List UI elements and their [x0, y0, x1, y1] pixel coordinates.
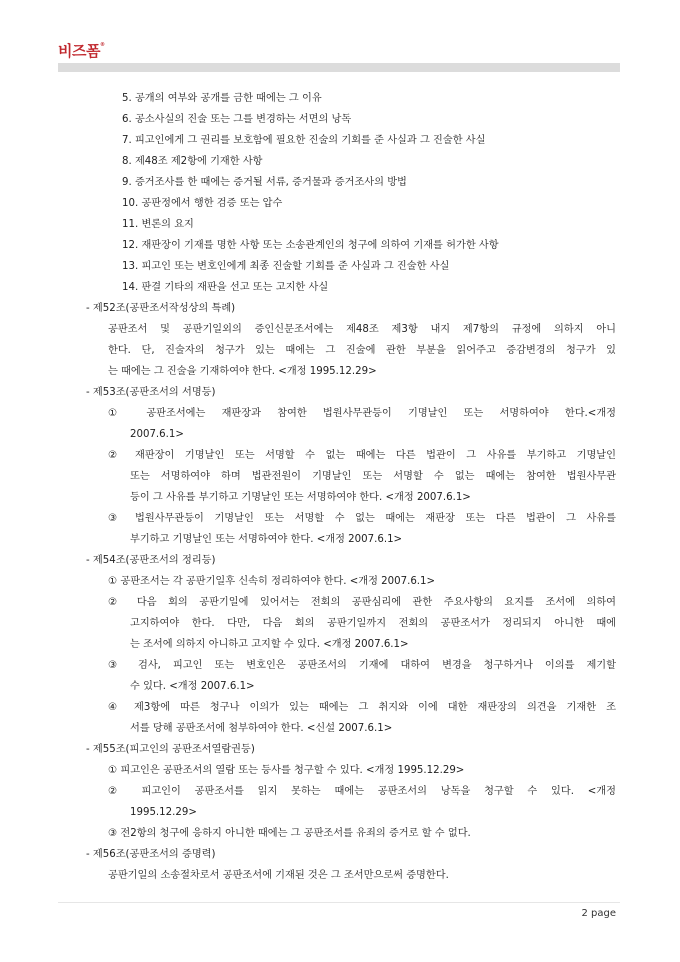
footer-divider	[58, 902, 620, 903]
article-55-paragraph-1: ① 피고인은 공판조서의 열람 또는 등사를 청구할 수 있다. <개정 1995.12.29>	[108, 765, 465, 776]
list-item: 6. 공소사실의 진술 또는 그를 변경하는 서면의 낭독	[122, 114, 352, 125]
article-53-paragraph-1: ① 공판조서에는 재판장과 참여한 법원사무관등이 기명날인 또는 서명하여야 한다.<개정	[108, 408, 616, 419]
list-item: 10. 공판정에서 행한 검증 또는 압수	[122, 198, 283, 209]
list-item: 8. 제48조 제2항에 기재한 사항	[122, 156, 263, 167]
article-53-heading: - 제53조(공판조서의 서명등)	[86, 387, 216, 398]
article-54-paragraph-1: ① 공판조서는 각 공판기일후 신속히 정리하여야 한다. <개정 2007.6.1>	[108, 576, 436, 587]
page-number: 2 page	[581, 908, 616, 919]
article-54-paragraph-2: 고지하여야 한다. 다만, 다음 회의 공판기일까지 전회의 공판조서가 정리되지 아니한 때에	[130, 618, 616, 629]
article-54-paragraph-2: ② 다음 회의 공판기일에 있어서는 전회의 공판심리에 관한 주요사항의 요지를 조서에 의하여	[108, 597, 616, 608]
article-55-heading: - 제55조(피고인의 공판조서열람권등)	[86, 744, 255, 755]
article-53-paragraph-2: 등이 그 사유를 부기하고 기명날인 또는 서명하여야 한다. <개정 2007.6.1>	[130, 492, 471, 503]
list-item: 13. 피고인 또는 변호인에게 최종 진술할 기회를 준 사실과 그 진술한 사실	[122, 261, 450, 272]
list-item: 5. 공개의 여부와 공개를 금한 때에는 그 이유	[122, 93, 322, 104]
header-bar	[58, 63, 620, 72]
list-item: 14. 판결 기타의 재판을 선고 또는 고지한 사실	[122, 282, 329, 293]
article-52-heading: - 제52조(공판조서작성상의 특례)	[86, 303, 236, 314]
article-53-paragraph-2: ② 재판장이 기명날인 또는 서명할 수 없는 때에는 다른 법관이 그 사유를 부기하고 기명날인	[108, 450, 616, 461]
article-54-paragraph-4: ④ 제3항에 따른 청구나 이의가 있는 때에는 그 취지와 이에 대한 재판장의 의견을 기재한 조	[108, 702, 616, 713]
list-item: 7. 피고인에게 그 권리를 보호함에 필요한 진술의 기회를 준 사실과 그 진술한 사실	[122, 135, 486, 146]
article-53-paragraph-1: 2007.6.1>	[130, 429, 184, 440]
article-52-text: 한다. 단, 진술자의 청구가 있는 때에는 그 진술에 관한 부분을 읽어주고 증감변경의 청구가 있	[108, 345, 616, 356]
article-54-paragraph-4: 서를 당해 공판조서에 첨부하여야 한다. <신설 2007.6.1>	[130, 723, 393, 734]
article-53-paragraph-3: ③ 법원사무관등이 기명날인 또는 서명할 수 없는 때에는 재판장 또는 다른 법관이 그 사유를	[108, 513, 616, 524]
article-54-paragraph-3: 수 있다. <개정 2007.6.1>	[130, 681, 255, 692]
list-item: 9. 증거조사를 한 때에는 증거될 서류, 증거물과 증거조사의 방법	[122, 177, 407, 188]
article-56-text: 공판기일의 소송절차로서 공판조서에 기재된 것은 그 조서만으로써 증명한다.	[108, 870, 449, 881]
article-54-paragraph-3: ③ 검사, 피고인 또는 변호인은 공판조서의 기재에 대하여 변경을 청구하거나 이의를 제기할	[108, 660, 616, 671]
article-54-paragraph-2: 는 조서에 의하지 아니하고 고지할 수 있다. <개정 2007.6.1>	[130, 639, 409, 650]
article-52-text: 는 때에는 그 진술을 기재하여야 한다. <개정 1995.12.29>	[108, 366, 377, 377]
article-55-paragraph-3: ③ 전2항의 청구에 응하지 아니한 때에는 그 공판조서를 유죄의 증거로 할 수 없다.	[108, 828, 471, 839]
bizforms-logo: 비즈폼®	[58, 42, 105, 60]
list-item: 11. 변론의 요지	[122, 219, 194, 230]
article-55-paragraph-2: ② 피고인이 공판조서를 읽지 못하는 때에는 공판조서의 낭독을 청구할 수 있다. <개정	[108, 786, 616, 797]
article-52-text: 공판조서 및 공판기일외의 증인신문조서에는 제48조 제3항 내지 제7항의 규정에 의하지 아니	[108, 324, 616, 335]
article-54-heading: - 제54조(공판조서의 정리등)	[86, 555, 216, 566]
article-56-heading: - 제56조(공판조서의 증명력)	[86, 849, 216, 860]
article-53-paragraph-2: 또는 서명하여야 하며 법관전원이 기명날인 또는 서명할 수 없는 때에는 참여한 법원사무관	[130, 471, 616, 482]
list-item: 12. 재판장이 기재를 명한 사항 또는 소송관계인의 청구에 의하여 기재를 허가한 사항	[122, 240, 499, 251]
article-55-paragraph-2: 1995.12.29>	[130, 807, 197, 818]
article-53-paragraph-3: 부기하고 기명날인 또는 서명하여야 한다. <개정 2007.6.1>	[130, 534, 403, 545]
